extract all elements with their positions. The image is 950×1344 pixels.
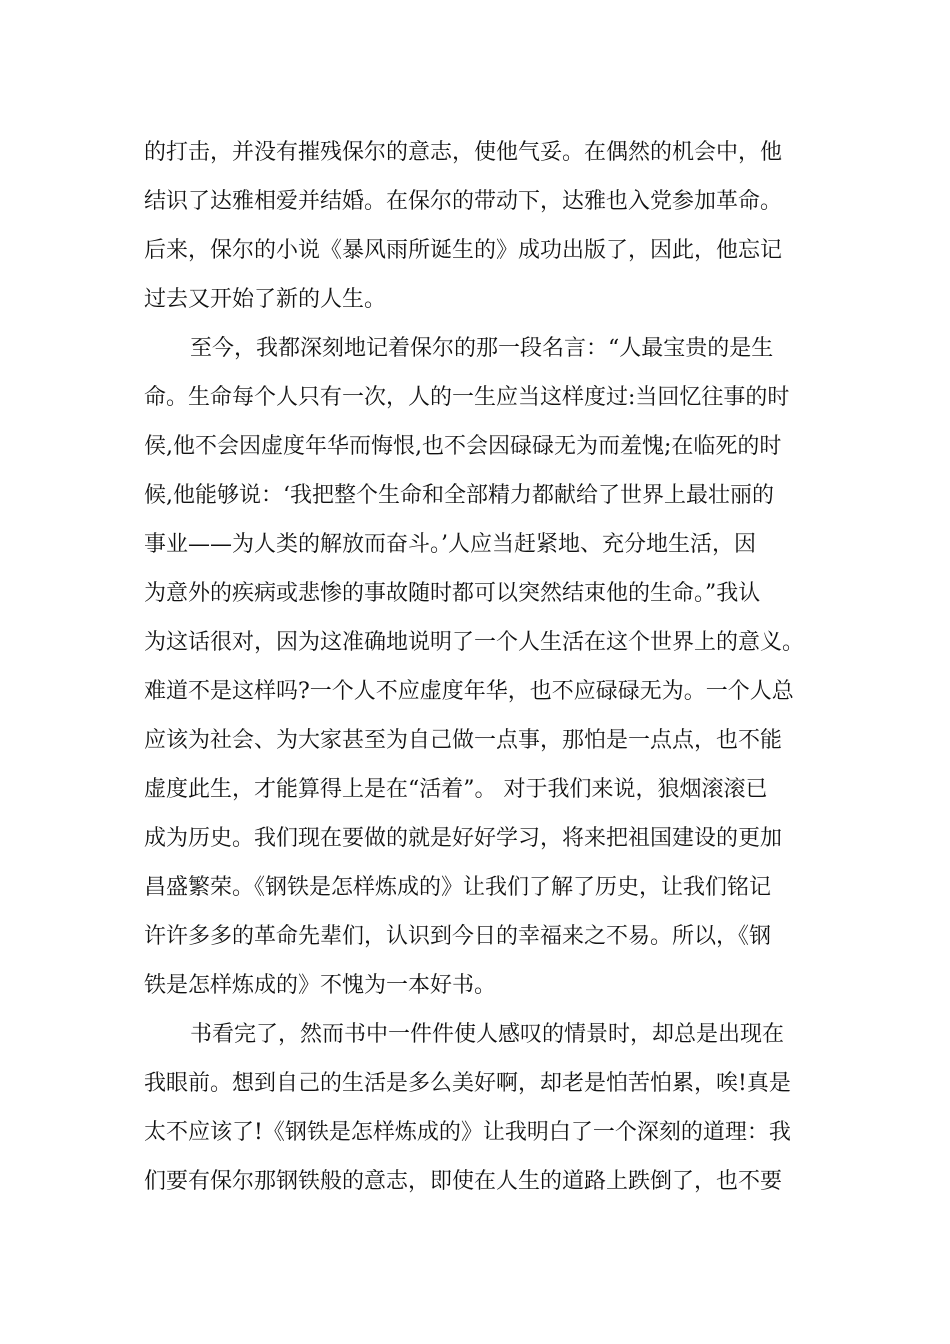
text-line: 命。生命每个人只有一次，人的一生应当这样度过:当回忆往事的时 xyxy=(144,385,790,410)
text-line: 候,他能够说：‘我把整个生命和全部精力都献给了世界上最壮丽的 xyxy=(144,483,774,508)
text-line: 许许多多的革命先辈们，认识到今日的幸福来之不易。所以，《钢 xyxy=(144,924,772,949)
text-line: 为这话很对，因为这准确地说明了一个人生活在这个世界上的意义。 xyxy=(144,630,805,655)
text-line: 太不应该了!《钢铁是怎样炼成的》让我明白了一个深刻的道理：我 xyxy=(144,1120,791,1145)
text-line: 难道不是这样吗?一个人不应虚度年华，也不应碌碌无为。一个人总 xyxy=(144,679,794,704)
text-line: 们要有保尔那钢铁般的意志，即使在人生的道路上跌倒了，也不要 xyxy=(144,1169,783,1194)
text-line: 铁是怎样炼成的》不愧为一本好书。 xyxy=(144,973,497,998)
text-line: 的打击，并没有摧残保尔的意志，使他气妥。在偶然的机会中，他 xyxy=(144,140,783,165)
text-line: 书看完了，然而书中一件件使人感叹的情景时，却总是出现在 xyxy=(190,1022,785,1047)
text-line: 至今，我都深刻地记着保尔的那一段名言：“人最宝贵的是生 xyxy=(190,336,774,361)
text-line: 应该为社会、为大家甚至为自己做一点事，那怕是一点点，也不能 xyxy=(144,728,783,753)
text-line: 侯,他不会因虚度年华而悔恨,也不会因碌碌无为而羞愧;在临死的时 xyxy=(144,434,782,459)
text-line: 过去又开始了新的人生。 xyxy=(144,287,387,312)
text-line: 虚度此生，才能算得上是在“活着”。 对于我们来说，狼烟滚滚已 xyxy=(144,777,768,802)
paragraph-2 xyxy=(144,324,824,1010)
text-line: 成为历史。我们现在要做的就是好好学习，将来把祖国建设的更加 xyxy=(144,826,783,851)
paragraph-3 xyxy=(144,1010,824,1206)
text-line: 结识了达雅相爱并结婚。在保尔的带动下，达雅也入党参加革命。 xyxy=(144,189,783,214)
paragraph-1 xyxy=(144,128,824,324)
text-line: 为意外的疾病或悲惨的事故随时都可以突然结束他的生命。”我认 xyxy=(144,581,761,606)
text-line: 后来，保尔的小说《暴风雨所诞生的》成功出版了，因此，他忘记 xyxy=(144,238,783,263)
document-body xyxy=(144,128,824,1206)
text-line: 昌盛繁荣。《钢铁是怎样炼成的》让我们了解了历史，让我们铭记 xyxy=(144,875,772,900)
text-line: 我眼前。想到自己的生活是多么美好啊，却老是怕苦怕累，唉!真是 xyxy=(144,1071,791,1096)
text-line: 事业——为人类的解放而奋斗。’人应当赶紧地、充分地生活，因 xyxy=(144,532,756,557)
